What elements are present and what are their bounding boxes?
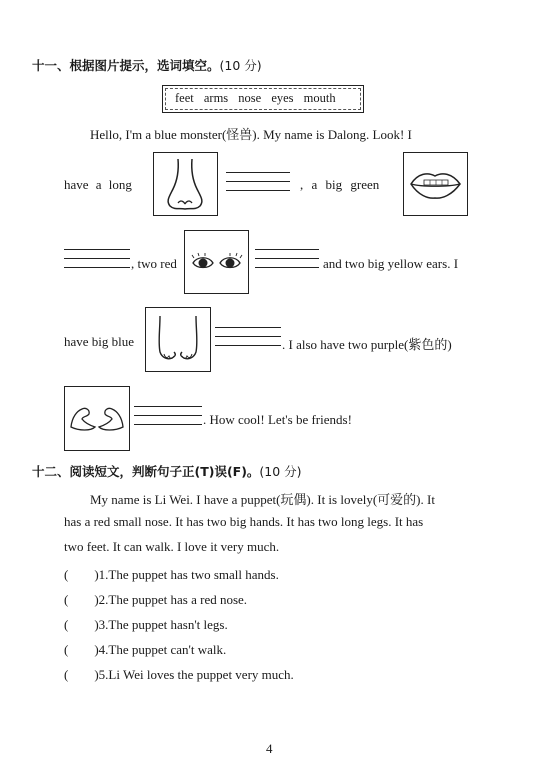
question-1 [64,564,279,583]
feet-picture [145,307,211,372]
answer-blank-4[interactable]: ( ) [64,642,99,657]
answer-blank-1[interactable]: ( ) [64,567,99,582]
paragraph-line-1: Hello, I'm a blue monster(怪兽). My name is Dalong. Look! I [90,127,412,142]
paragraph-line-2a: have a long [64,177,132,192]
section-12-score: (10 分) [259,464,302,479]
question-5 [64,664,294,683]
section-12-title: 十二、阅读短文，判断句子正(T)误(F)。 [32,464,260,479]
answer-blank-2[interactable]: ( ) [64,592,99,607]
mouth-picture [403,152,468,216]
paragraph-line-3c: and two big yellow ears. I [323,256,459,271]
section-12-heading [32,462,302,480]
word-bank-box [162,85,364,113]
arms-icon [65,387,129,450]
section-11-title: 十一、根据图片提示，选词填空。 [32,58,220,73]
page-number: 4 [266,741,273,756]
passage-line-2: has a red small nose. It has two big hands. It has two long legs. It has [64,514,424,529]
question-text: 3.The puppet hasn't legs. [98,617,228,632]
question-4 [64,639,226,658]
nose-picture [153,152,218,216]
question-2 [64,589,247,608]
section-11-score: (10 分) [219,58,262,73]
section-11-heading [32,56,262,74]
question-text: 2.The puppet has a red nose. [98,592,248,607]
eyes-picture [184,230,249,294]
nose-icon [154,153,217,215]
answer-blank-3[interactable]: ( ) [64,617,99,632]
paragraph-line-4a: have big blue [64,334,135,349]
answer-lines-eyes[interactable] [255,249,319,271]
answer-lines-feet[interactable] [215,327,281,349]
feet-icon [146,308,210,371]
paragraph-line-5b: . How cool! Let's be friends! [203,412,352,427]
question-3 [64,614,228,633]
arms-picture [64,386,130,451]
answer-lines-arms[interactable] [134,406,202,428]
paragraph-line-2b: , a big green [300,177,380,192]
mouth-icon [404,153,467,215]
answer-lines-mouth[interactable] [64,249,130,271]
word-bank: feet arms nose eyes mouth [175,91,336,105]
paragraph-line-4b: . I also have two purple(紫色的) [282,337,452,352]
paragraph-line-3b: , two red [131,256,177,271]
answer-lines-nose[interactable] [226,172,290,194]
question-text: 5.Li Wei loves the puppet very much. [98,667,294,682]
question-text: 1.The puppet has two small hands. [98,567,279,582]
passage-line-1: My name is Li Wei. I have a puppet(玩偶). It is lovely(可爱的). It [90,492,435,507]
question-text: 4.The puppet can't walk. [98,642,227,657]
passage-line-3: two feet. It can walk. I love it very much. [64,539,280,554]
answer-blank-5[interactable]: ( ) [64,667,99,682]
eyes-icon [185,231,248,293]
